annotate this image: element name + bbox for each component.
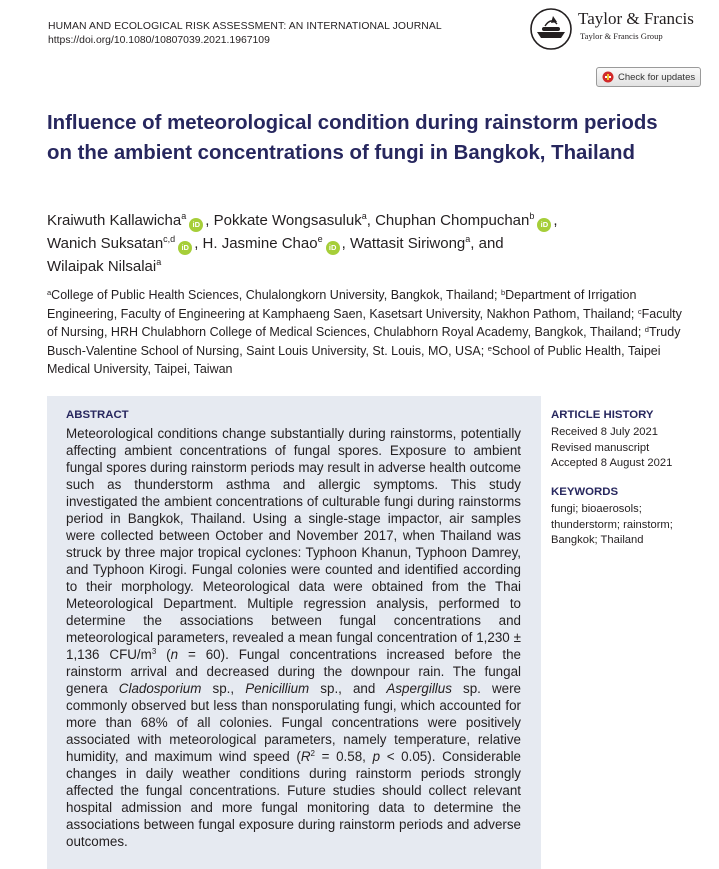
orcid-icon[interactable]: iD xyxy=(326,241,340,255)
author-separator: , xyxy=(553,212,558,229)
abstract-italic: n xyxy=(170,647,179,662)
affil-sup: d xyxy=(644,325,649,335)
author-separator: , xyxy=(366,212,376,229)
author-affil-sup: a xyxy=(465,234,471,244)
author-name: Chuphan Chompuchan xyxy=(375,212,530,229)
orcid-icon[interactable]: iD xyxy=(537,218,551,232)
affil-sup: b xyxy=(500,288,506,297)
author-separator: , xyxy=(194,235,203,252)
affil-sup: a xyxy=(47,288,52,297)
genus-name: Aspergillus xyxy=(386,681,452,696)
orcid-icon[interactable]: iD xyxy=(178,241,192,255)
author-affil-sup: a xyxy=(361,211,367,221)
accepted-date: Accepted 8 August 2021 xyxy=(551,457,673,469)
article-title: Influence of meteorological condition during rainstorm periods on the ambient concentrations of fungi in Bangkok, Thailand xyxy=(47,112,658,164)
abstract-sup: 3 xyxy=(151,647,157,656)
keywords-heading: KEYWORDS xyxy=(551,486,619,498)
affil-text: Trudy Busch-Valentine School of Nursing, Saint Louis University, St. Louis, MO, USA; xyxy=(47,325,681,358)
doi-link[interactable]: https://doi.org/10.1080/10807039.2021.1967109 xyxy=(48,35,270,46)
abstract-body xyxy=(66,425,521,850)
abstract-text: ( xyxy=(156,647,171,662)
affiliations xyxy=(47,286,687,379)
author-affil-sup: c,d xyxy=(163,234,176,244)
abstract-text: Meteorological conditions change substantially during rainstorms, potentially affecting ambient concentrations of fungal spores. Exposure to ambient fungal spores during rainstorm periods may result in adverse health outcome such as thunderstorm asthma and allergic symptoms. This study investigated the ambient concentrations of culturable fungi during rainstorms period in Bangkok, Thailand. Using a single-stage impactor, air samples were collected between October and November 2017, when Thailand was struck by three major tropical cyclones: Typhoon Khanun, Typhoon Damrey, and Typhoon Kirogi. Fungal colonies were counted and identified according to their morphology. Meteorological data were obtained from the Thai Meteorological Department. Multiple regression analysis, performed to determine the associations between fungal concentrations and meteorological parameters, revealed a mean fungal concentration of 1,230 ± 1,136 CFU/m xyxy=(66,426,521,662)
abstract-italic: p xyxy=(372,749,381,764)
affil-sup: e xyxy=(487,343,492,353)
author-name: Kraiwuth Kallawicha xyxy=(47,212,182,229)
affil-text: School of Public Health, Taipei Medical University, Taipei, Taiwan xyxy=(47,343,661,377)
author-list xyxy=(47,209,687,278)
author-separator: , xyxy=(205,212,214,229)
revised-label: Revised manuscript xyxy=(551,441,650,454)
author-name: Pokkate Wongsasuluk xyxy=(213,212,362,229)
received-date: Received 8 July 2021 xyxy=(551,426,658,438)
publisher-logo-icon xyxy=(528,6,574,52)
abstract-text: sp., and xyxy=(309,681,387,696)
author-affil-sup: a xyxy=(181,211,187,221)
abstract-text: sp., xyxy=(201,681,246,696)
orcid-icon[interactable]: iD xyxy=(189,218,203,232)
author-name: Wilaipak Nilsalai xyxy=(47,258,157,275)
keywords-list: fungi; bioaerosols; thunderstorm; rainstorm; Bangkok; Thailand xyxy=(551,503,673,546)
crossmark-icon xyxy=(602,71,614,83)
genus-name: Cladosporium xyxy=(118,681,202,696)
author-affil-sup: b xyxy=(529,211,535,221)
author-name: Wattasit Siriwong xyxy=(349,235,466,252)
abstract-heading: ABSTRACT xyxy=(66,409,129,421)
abstract-text: sp. were commonly observed but less than nonsporulating fungi, which accounted for more than 68% of all colonies. Fungal concentrations were positively associated with meteorological parameters, namely temperature, relative humidity, and maximum wind speed ( xyxy=(66,681,521,764)
author-name: H. Jasmine Chao xyxy=(202,235,318,252)
publisher-name: Taylor & Francis xyxy=(578,9,694,28)
affil-text: Department of Irrigation Engineering, Faculty of Engineering at Kamphaeng Saen, Kasetsart University, Nakhon Pathom, Thailand; xyxy=(47,288,638,321)
affil-text: Faculty of Nursing, HRH Chulabhorn College of Medical Sciences, Chulabhorn Royal Academy, Bangkok, Thailand; xyxy=(47,306,682,340)
article-history-heading: ARTICLE HISTORY xyxy=(551,409,654,421)
affil-text: College of Public Health Sciences, Chulalongkorn University, Bangkok, Thailand; xyxy=(51,288,501,302)
abstract-text: = 60). Fungal concentrations increased before the rainstorm arrival and decreased during the downpour rain. The fungal genera xyxy=(66,647,521,696)
author-separator: , and xyxy=(470,235,504,252)
abstract-italic: R xyxy=(300,749,311,764)
publisher-group: Taylor & Francis Group xyxy=(580,31,663,41)
author-affil-sup: a xyxy=(156,257,162,267)
journal-name: HUMAN AND ECOLOGICAL RISK ASSESSMENT: AN INTERNATIONAL JOURNAL xyxy=(48,21,442,32)
author-name: Wanich Suksatan xyxy=(47,235,164,252)
abstract-sup: 2 xyxy=(310,749,315,758)
check-for-updates-label: Check for updates xyxy=(618,71,696,83)
article-history xyxy=(551,425,711,472)
author-affil-sup: e xyxy=(317,234,323,244)
author-separator: , xyxy=(341,235,350,252)
abstract-text: < 0.05). Considerable changes in daily weather conditions during rainstorm periods strongly affected the fungal concentrations. Future studies should collect relevant hospital admission and more fungal monitoring data to determine the associations between fungal exposure during rainstorm periods and adverse outcomes. xyxy=(66,749,521,849)
abstract-text: = 0.58, xyxy=(314,749,373,764)
genus-name: Penicillium xyxy=(245,681,310,696)
check-for-updates-button[interactable] xyxy=(596,67,701,87)
affil-sup: c xyxy=(637,306,642,316)
